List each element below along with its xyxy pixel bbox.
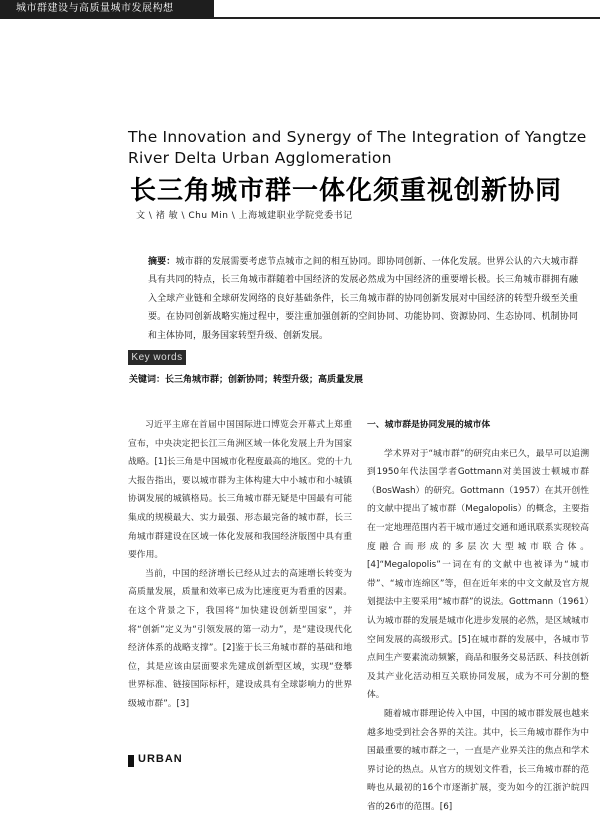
- body-column-left: [128, 416, 352, 714]
- abstract: [148, 253, 578, 345]
- section-heading: 一、城市群是协同发展的城市体: [367, 420, 491, 430]
- body-paragraph: 随着城市群理论传入中国，中国的城市群发展也越来越多地受到社会各界的关注。其中，长三角城市群作为中国最重要的城市群之一，一直是产业界关注的焦点和学术界讨论的热点。从官方的规划文件看，长三角城市群的范畴也从最初的16个市逐渐扩展，变为如今的江浙沪皖四省的26市的范围。[6]: [367, 708, 589, 812]
- journal-name: URBAN: [138, 753, 183, 765]
- body-column-right: [367, 416, 589, 816]
- header-rule: [214, 17, 600, 19]
- keywords-line: 关键词：长三角城市群；创新协同；转型升级；高质量发展: [129, 375, 364, 385]
- body-paragraph: 习近平主席在首届中国国际进口博览会开幕式上郑重宣布，中央决定把长江三角洲区域一体化发展上升为国家战略。[1]长三角是中国城市化程度最高的地区。党的十九大报告指出，要以城市群为主体构建大中小城市和小城镇协调发展的城镇格局。长三角城市群无疑是中国最有可能集成的规模最大、实力最强、形态最完备的城市群，长三角城市群建设在区域一体化发展和我国经济版图中具有重要作用。: [128, 420, 352, 561]
- article-title-en: The Innovation and Synergy of The Integration of Yangtze River Delta Urban Agglomeration: [128, 128, 587, 167]
- abstract-text: 城市群的发展需要考虑节点城市之间的相互协同。即协同创新、一体化发展。世界公认的六大城市群具有共同的特点，长三角城市群随着中国经济的发展必然成为中国经济的重要增长极。长三角城市群拥有融入全球产业链和全球研发网络的良好基础条件，长三角城市群的协同创新发展对中国经济的转型升级至关重要。在协同创新战略实施过程中，要注重加强创新的空间协同、功能协同、资源协同、生态协同、机制协同和主体协同，服务国家转型升级、创新发展。: [148, 257, 578, 341]
- abstract-label: 摘要：: [148, 257, 176, 267]
- body-paragraph: 当前，中国的经济增长已经从过去的高速增长转变为高质量发展，质量和效率已成为比速度更为看重的因素。在这个背景之下，我国将“加快建设创新型国家”，并将“创新”定义为“引领发展的第一动力”，是“建设现代化经济体系的战略支撑”。[2]鉴于长三角城市群的基础和地位，其是应该由层面要求先建成创新型区域，实现“登攀世界标准、链接国际标杆，建设成具有全球影响力的世界级城市群”。[3]: [128, 568, 352, 709]
- running-header-bar: [0, 0, 600, 19]
- body-paragraph: 学术界对于“城市群”的研究由来已久，最早可以追溯到1950年代法国学者Gottmann对美国波士顿城市群（BosWash）的研究。Gottmann（1957）在其开创性的文献中提出了城市群（Megalopolis）的概念，主要指在一定地理范围内若干城市通过交通和通讯联系实现较高度融合而形成的多层次大型城市联合体。[4]“Megalopolis”一词在有的文献中也被译为“城市带”、“城市连绵区”等，但在近年来的中文文献及官方规划提法中主要采用“城市群”的说法。Gottmann（1961）认为城市群的发展是城市化进步发展的必然，是区域城市空间发展的高级形式。[5]在城市群的发展中，各城市节点间生产要素流动频繁，商品和服务交易活跃、科技创新及其产业化活动相互关联协同发展，成为不可分割的整体。: [367, 448, 589, 701]
- running-title: 城市群建设与高质量城市发展构想: [16, 3, 174, 14]
- author-line: 文 \ 褚 敏 \ Chu Min \ 上海城建职业学院党委书记: [136, 211, 353, 221]
- keywords-badge: Key words: [128, 350, 186, 365]
- article-title-zh: 长三角城市群一体化须重视创新协同: [130, 176, 563, 206]
- footer-mark: [128, 755, 134, 767]
